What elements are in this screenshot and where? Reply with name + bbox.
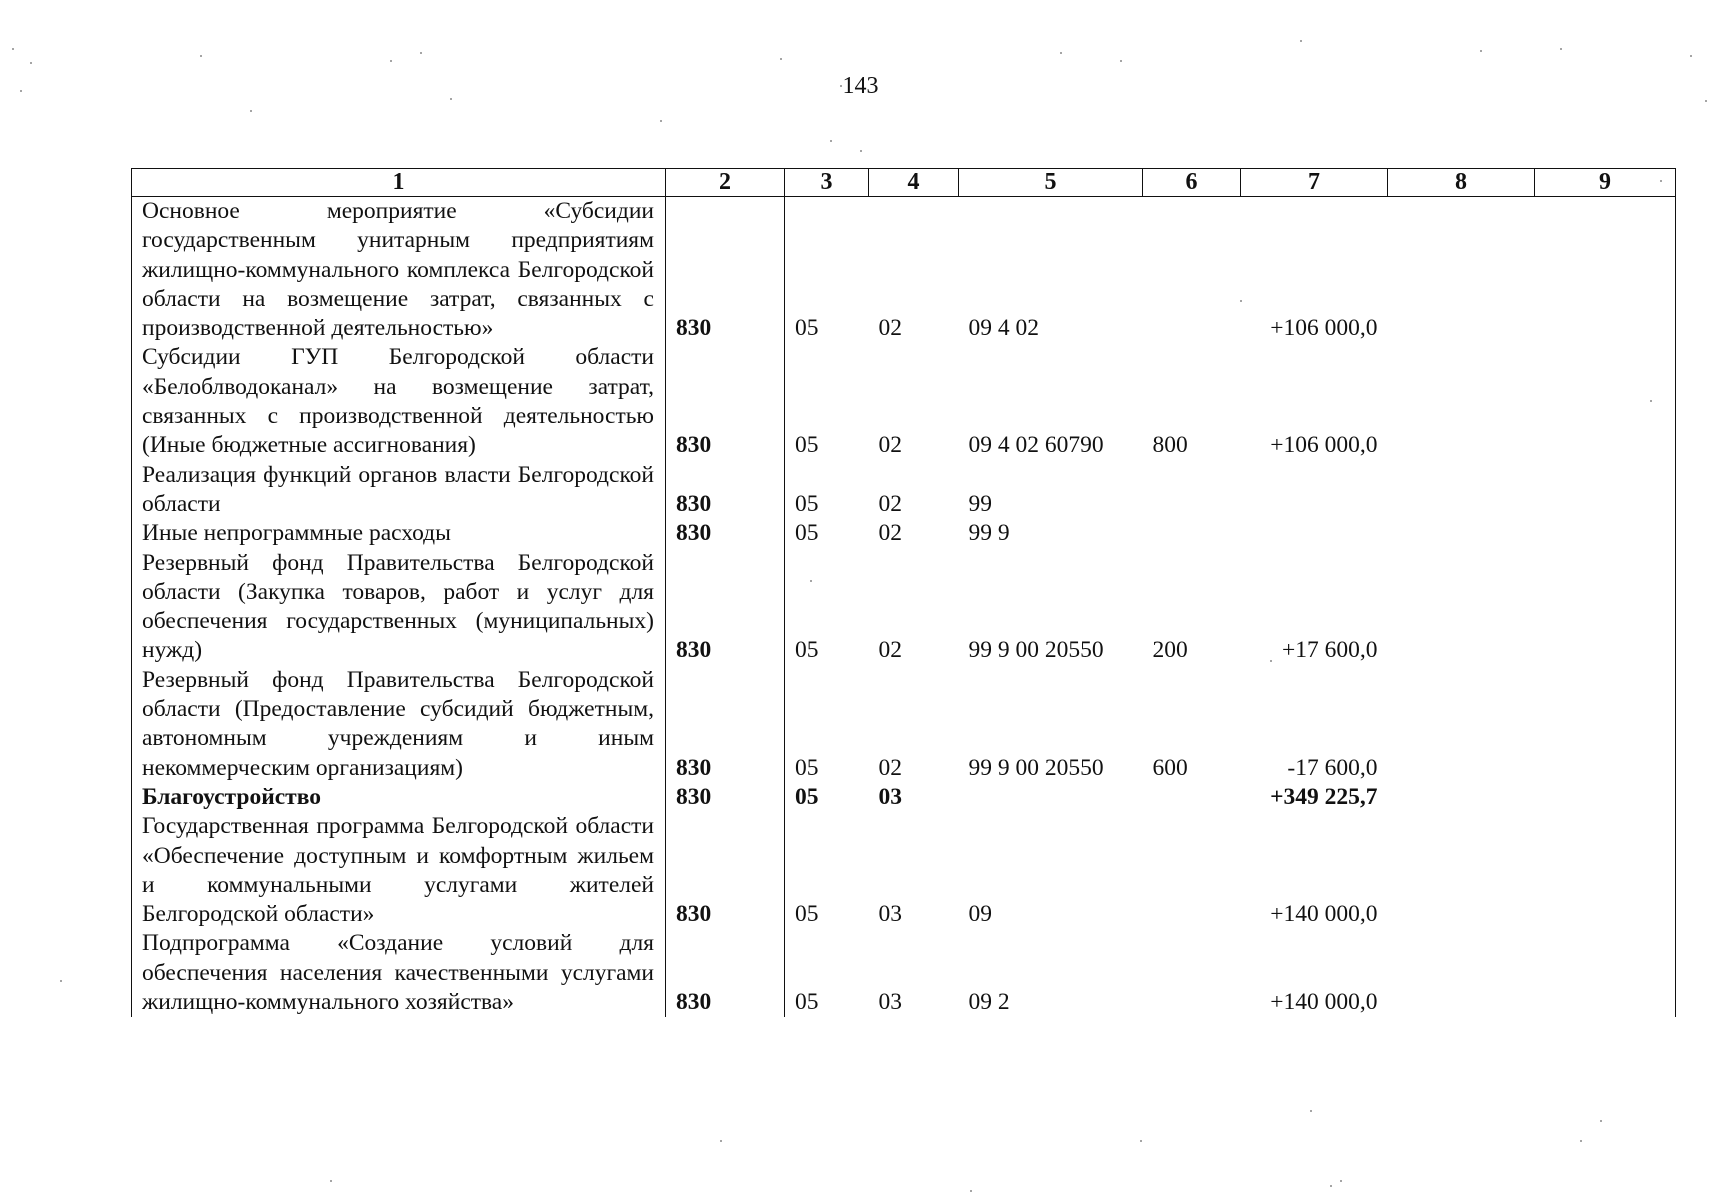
row-description: Подпрограмма «Создание условий для обеспечения населения качественными услугами жилищно-коммунального хозяйства» — [132, 929, 666, 1017]
column-header: 6 — [1143, 169, 1241, 197]
row-amount: +106 000,0 — [1270, 315, 1378, 342]
row-col-9 — [1535, 197, 1676, 344]
scan-speck — [830, 140, 832, 142]
column-header: 9 — [1535, 169, 1676, 197]
row-col-9 — [1535, 929, 1676, 1017]
row-description: Реализация функций органов власти Белгородской области — [132, 461, 666, 520]
row-col-8 — [1388, 783, 1535, 812]
scan-speck — [1270, 660, 1272, 662]
row-target-article — [959, 783, 1143, 812]
row-subsection-code: 02 — [878, 637, 902, 664]
scan-speck — [660, 120, 662, 122]
row-expense-type: 600 — [1152, 754, 1188, 781]
budget-table — [131, 168, 1676, 1017]
table-row — [132, 666, 1676, 783]
row-subsection-code: 03 — [878, 989, 902, 1016]
column-header: 1 — [132, 169, 666, 197]
row-amount: +140 000,0 — [1270, 989, 1378, 1016]
column-header: 5 — [959, 169, 1143, 197]
row-col-8 — [1388, 549, 1535, 666]
row-col-8 — [1388, 812, 1535, 929]
row-amount — [1241, 461, 1388, 520]
row-amount: +106 000,0 — [1270, 432, 1378, 459]
row-ministry-code: 830 — [666, 519, 785, 548]
row-subsection-code: 02 — [878, 520, 902, 547]
scan-speck — [1690, 55, 1692, 57]
scan-speck — [780, 58, 782, 60]
scan-speck — [1705, 100, 1707, 102]
scan-speck — [12, 48, 14, 50]
row-subsection-code: 03 — [878, 901, 902, 928]
scan-speck — [1060, 52, 1062, 54]
scan-speck — [1240, 300, 1242, 302]
scan-speck — [450, 98, 452, 100]
row-amount: -17 600,0 — [1287, 754, 1378, 781]
scan-speck — [1650, 400, 1652, 402]
row-section-code: 05 — [785, 812, 869, 929]
table-row — [132, 461, 1676, 520]
scan-speck — [250, 110, 252, 112]
column-header: 7 — [1241, 169, 1388, 197]
row-target-article: 99 — [968, 490, 992, 517]
table-row — [132, 343, 1676, 460]
row-ministry-code: 830 — [666, 666, 785, 783]
row-ministry-code: 830 — [666, 461, 785, 520]
row-target-article: 09 4 02 60790 — [968, 432, 1104, 459]
scan-speck — [1120, 60, 1122, 62]
table-row — [132, 519, 1676, 548]
row-col-9 — [1535, 666, 1676, 783]
row-subsection-code: 02 — [878, 490, 902, 517]
row-description: Субсидии ГУП Белгородской области «Белоблводоканал» на возмещение затрат, связанных с производственной деятельностью (Иные бюджетные ассигнования) — [132, 343, 666, 460]
row-section-code: 05 — [785, 519, 869, 548]
row-section-code: 05 — [785, 783, 869, 812]
scan-speck — [1560, 48, 1562, 50]
row-ministry-code: 830 — [666, 812, 785, 929]
scan-speck — [810, 580, 812, 582]
scan-speck — [60, 980, 62, 982]
row-subsection-code: 03 — [878, 783, 902, 810]
row-expense-type: 800 — [1152, 432, 1188, 459]
header-row — [132, 169, 1676, 197]
scan-speck — [1340, 1180, 1342, 1182]
scan-speck — [720, 1140, 722, 1142]
row-section-code: 05 — [785, 461, 869, 520]
table-row — [132, 812, 1676, 929]
scan-speck — [390, 60, 392, 62]
row-section-code: 05 — [785, 549, 869, 666]
row-target-article: 09 2 — [968, 989, 1010, 1016]
row-amount — [1241, 519, 1388, 548]
row-expense-type — [1143, 519, 1241, 548]
scan-speck — [1300, 40, 1302, 42]
row-ministry-code: 830 — [666, 197, 785, 344]
row-col-8 — [1388, 519, 1535, 548]
row-col-8 — [1388, 343, 1535, 460]
scan-speck — [1480, 50, 1482, 52]
row-col-9 — [1535, 549, 1676, 666]
row-section-code: 05 — [785, 197, 869, 344]
scan-speck — [1660, 180, 1662, 182]
scan-speck — [1140, 1140, 1142, 1142]
row-target-article: 09 — [968, 901, 992, 928]
row-description: Государственная программа Белгородской области «Обеспечение доступным и комфортным жильем и коммунальными услугами жителей Белгородской области» — [132, 812, 666, 929]
scan-speck — [200, 55, 202, 57]
scan-speck — [1580, 1140, 1582, 1142]
row-subsection-code: 02 — [878, 315, 902, 342]
row-col-9 — [1535, 519, 1676, 548]
row-expense-type: 200 — [1152, 637, 1188, 664]
page-number: 143 — [842, 73, 879, 99]
scan-speck — [20, 90, 22, 92]
table-row — [132, 549, 1676, 666]
row-section-code: 05 — [785, 929, 869, 1017]
row-description: Основное мероприятие «Субсидии государственным унитарным предприятиям жилищно-коммунального комплекса Белгородской области на возмещение затрат, связанных с производственной деятельностью» — [132, 197, 666, 344]
column-header: 3 — [785, 169, 869, 197]
row-target-article: 99 9 00 20550 — [968, 637, 1104, 664]
row-col-9 — [1535, 812, 1676, 929]
row-amount: +17 600,0 — [1281, 637, 1378, 664]
scan-speck — [1330, 1185, 1332, 1187]
column-header: 8 — [1388, 169, 1535, 197]
table-body — [132, 197, 1676, 1018]
row-amount: +140 000,0 — [1270, 901, 1378, 928]
row-target-article: 09 4 02 — [968, 315, 1039, 342]
row-col-8 — [1388, 929, 1535, 1017]
row-target-article: 99 9 00 20550 — [968, 754, 1104, 781]
row-section-code: 05 — [785, 343, 869, 460]
scan-speck — [840, 85, 842, 87]
row-col-8 — [1388, 461, 1535, 520]
row-col-9 — [1535, 783, 1676, 812]
table-row — [132, 197, 1676, 344]
row-ministry-code: 830 — [666, 343, 785, 460]
row-description: Резервный фонд Правительства Белгородской области (Предоставление субсидий бюджетным, автономным учреждениям и иным некоммерческим организациям) — [132, 666, 666, 783]
row-ministry-code: 830 — [666, 929, 785, 1017]
scan-speck — [330, 1180, 332, 1182]
row-target-article: 99 9 — [968, 520, 1010, 547]
column-header: 4 — [869, 169, 959, 197]
scan-speck — [1600, 1120, 1602, 1122]
row-col-9 — [1535, 343, 1676, 460]
row-expense-type — [1143, 197, 1241, 344]
row-subsection-code: 02 — [878, 754, 902, 781]
scan-speck — [1310, 1110, 1312, 1112]
column-header: 2 — [666, 169, 785, 197]
row-description: Иные непрограммные расходы — [132, 519, 666, 548]
table-row — [132, 929, 1676, 1017]
row-expense-type — [1143, 929, 1241, 1017]
row-description: Благоустройство — [132, 783, 666, 812]
scan-speck — [30, 62, 32, 64]
scan-speck — [970, 1190, 972, 1192]
row-section-code: 05 — [785, 666, 869, 783]
row-col-8 — [1388, 197, 1535, 344]
row-expense-type — [1143, 812, 1241, 929]
scan-speck — [420, 52, 422, 54]
row-amount: +349 225,7 — [1270, 783, 1378, 810]
scan-speck — [860, 150, 862, 152]
row-col-9 — [1535, 461, 1676, 520]
row-ministry-code: 830 — [666, 549, 785, 666]
row-subsection-code: 02 — [878, 432, 902, 459]
row-ministry-code: 830 — [666, 783, 785, 812]
table-row — [132, 783, 1676, 812]
row-description: Резервный фонд Правительства Белгородской области (Закупка товаров, работ и услуг для обеспечения государственных (муниципальных) нужд) — [132, 549, 666, 666]
row-col-8 — [1388, 666, 1535, 783]
row-expense-type — [1143, 461, 1241, 520]
row-expense-type — [1143, 783, 1241, 812]
